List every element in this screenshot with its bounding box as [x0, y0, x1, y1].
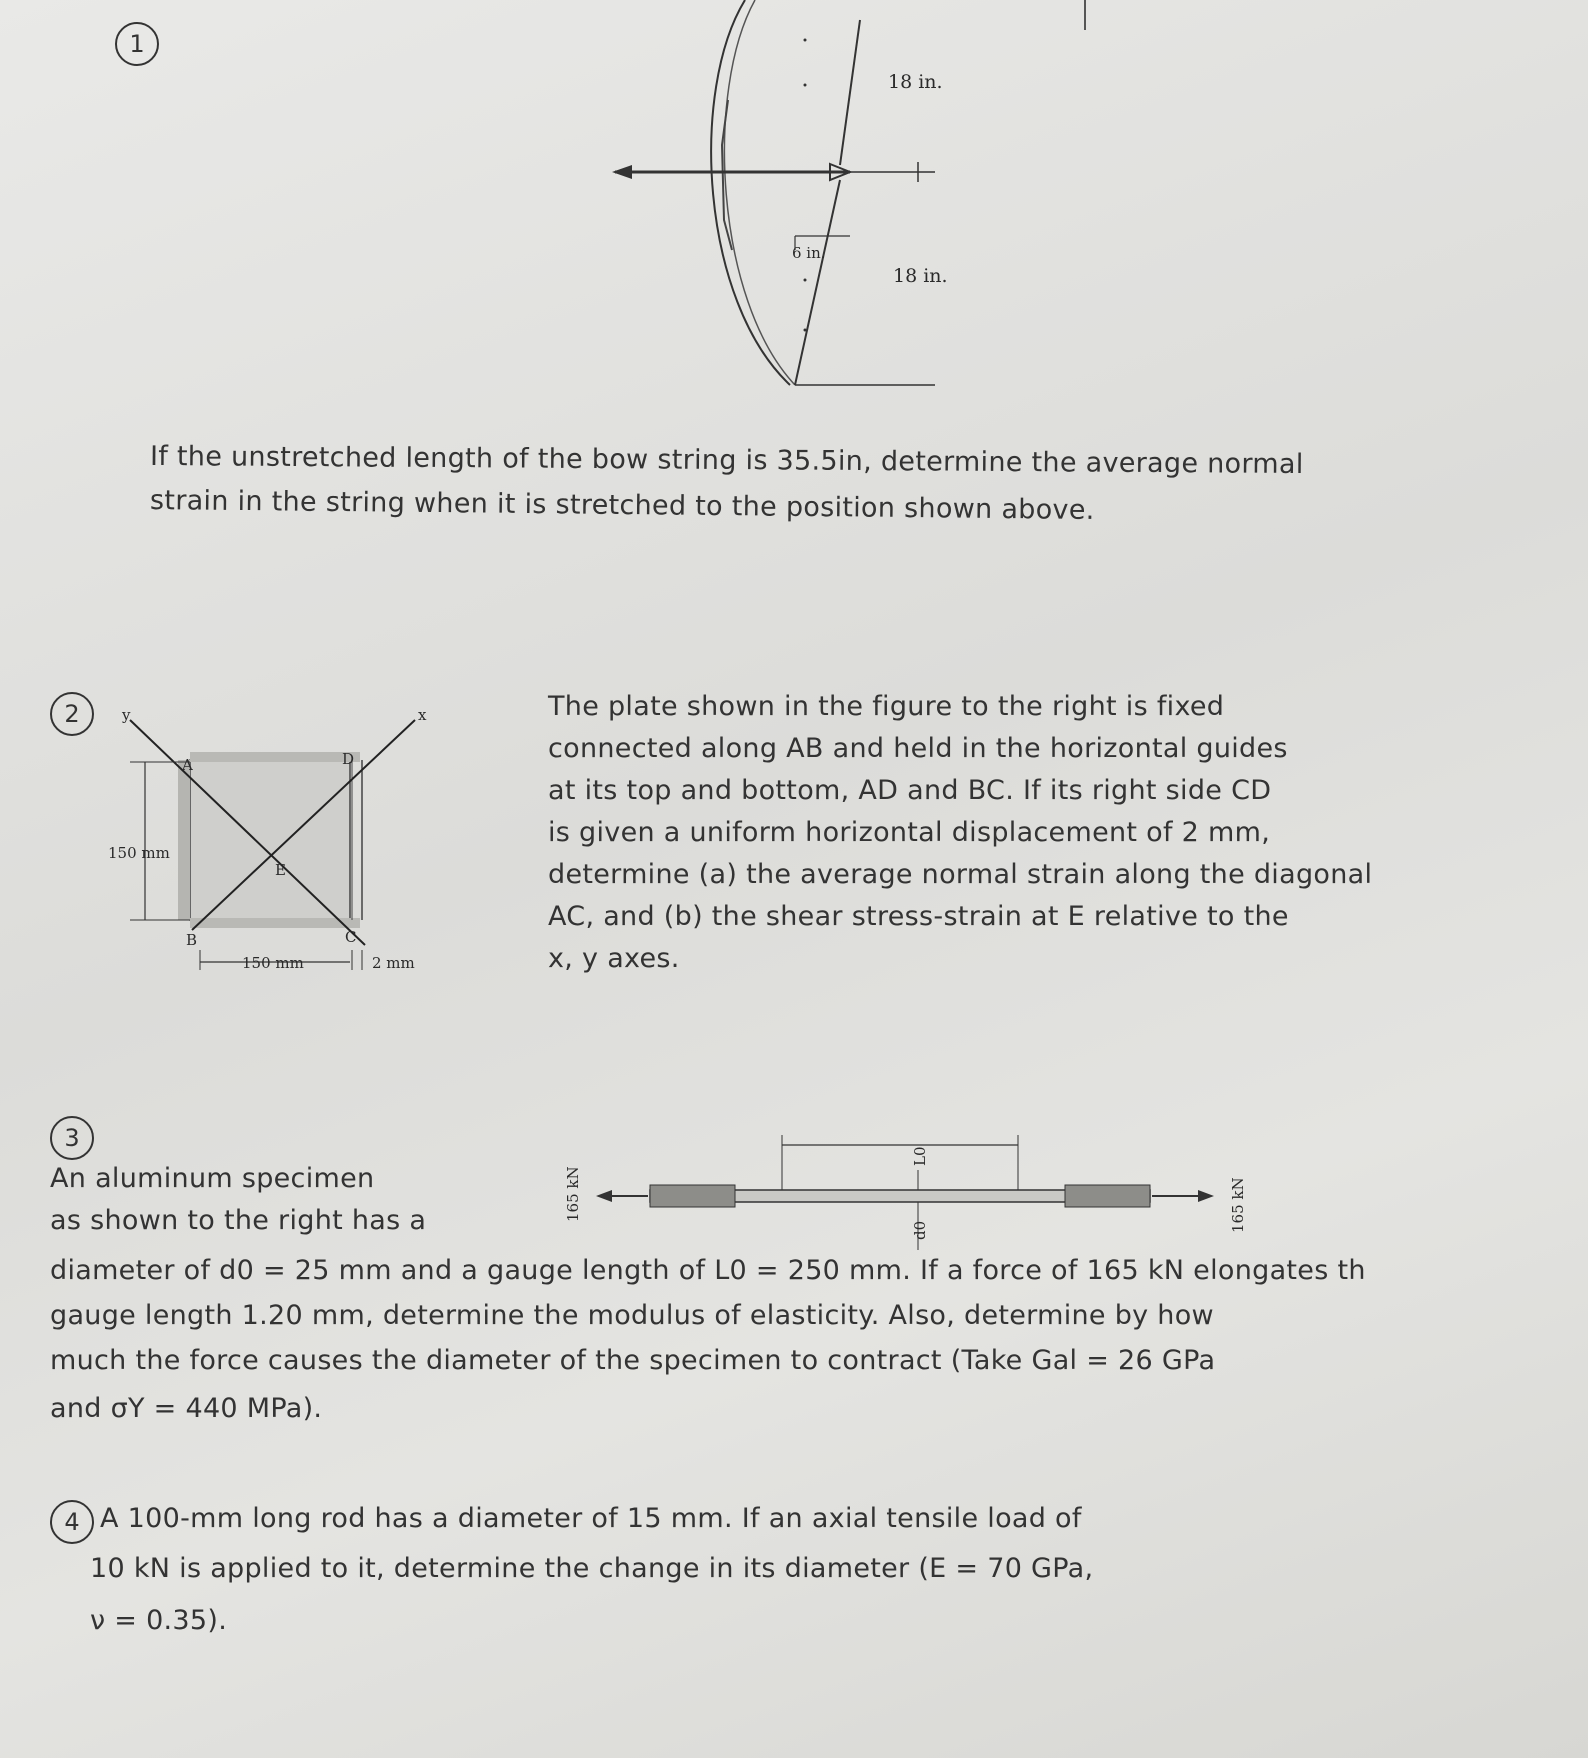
bow-top-label: 18 in. [888, 71, 943, 93]
problem-3-number: 3 [50, 1116, 94, 1160]
problem-2-number: 2 [50, 692, 94, 736]
problem-3-intro-2: as shown to the right has a [50, 1205, 427, 1236]
problem-3-line-4: and σY = 440 MPa). [50, 1393, 323, 1424]
problem-1-number: 1 [115, 22, 159, 66]
problem-4-line-2: 10 kN is applied to it, determine the change in its diameter (E = 70 GPa, [90, 1553, 1094, 1584]
specimen-diameter-label: d0 [911, 1220, 929, 1240]
plate-height-label: 150 mm [108, 844, 170, 862]
plate-point-e: E [275, 861, 286, 879]
specimen-force-left: 165 kN [564, 1166, 582, 1222]
problem-2-line-3: at its top and bottom, AD and BC. If its right side CD [548, 775, 1272, 806]
problem-1-line-2: strain in the string when it is stretched to the position shown above. [149, 485, 1095, 526]
bow-figure [0, 0, 1588, 420]
plate-point-b: B [186, 931, 198, 949]
problem-2-line-1: The plate shown in the figure to the right is fixed [548, 691, 1225, 722]
plate-x-axis-label: x [418, 706, 427, 724]
plate-width-label: 150 mm [242, 954, 304, 972]
problem-1-line-1: If the unstretched length of the bow string is 35.5in, determine the average normal [149, 440, 1304, 481]
plate-figure [100, 700, 560, 1000]
problem-2-line-7: x, y axes. [548, 943, 680, 974]
bow-bottom-label: 18 in. [893, 265, 948, 287]
problem-4-line-1: A 100-mm long rod has a diameter of 15 mm. If an axial tensile load of [100, 1503, 1082, 1534]
bow-depth-label: 6 in. [792, 244, 826, 262]
problem-2-line-6: AC, and (b) the shear stress-strain at E relative to the [548, 901, 1289, 932]
problem-2-line-2: connected along AB and held in the horizontal guides [548, 733, 1288, 764]
specimen-force-right: 165 kN [1229, 1177, 1247, 1233]
plate-displacement-label: 2 mm [372, 954, 415, 972]
problem-3-line-3: much the force causes the diameter of the specimen to contract (Take Gal = 26 GPa [50, 1345, 1216, 1376]
problem-4-number: 4 [50, 1500, 94, 1544]
problem-3-line-2: gauge length 1.20 mm, determine the modulus of elasticity. Also, determine by how [50, 1300, 1214, 1331]
specimen-gauge-label: L0 [911, 1146, 929, 1166]
plate-point-c: C [345, 928, 357, 946]
problem-2-line-5: determine (a) the average normal strain along the diagonal [548, 859, 1373, 890]
problem-3-line-1: diameter of d0 = 25 mm and a gauge length of L0 = 250 mm. If a force of 165 kN elongates th [50, 1255, 1366, 1286]
plate-point-d: D [342, 750, 355, 768]
plate-y-axis-label: y [122, 706, 131, 724]
plate-point-a: A [182, 756, 193, 774]
problem-4-line-3: ν = 0.35). [90, 1605, 228, 1636]
problem-3-intro-1: An aluminum specimen [50, 1163, 375, 1194]
problem-2-line-4: is given a uniform horizontal displacement of 2 mm, [548, 817, 1271, 848]
